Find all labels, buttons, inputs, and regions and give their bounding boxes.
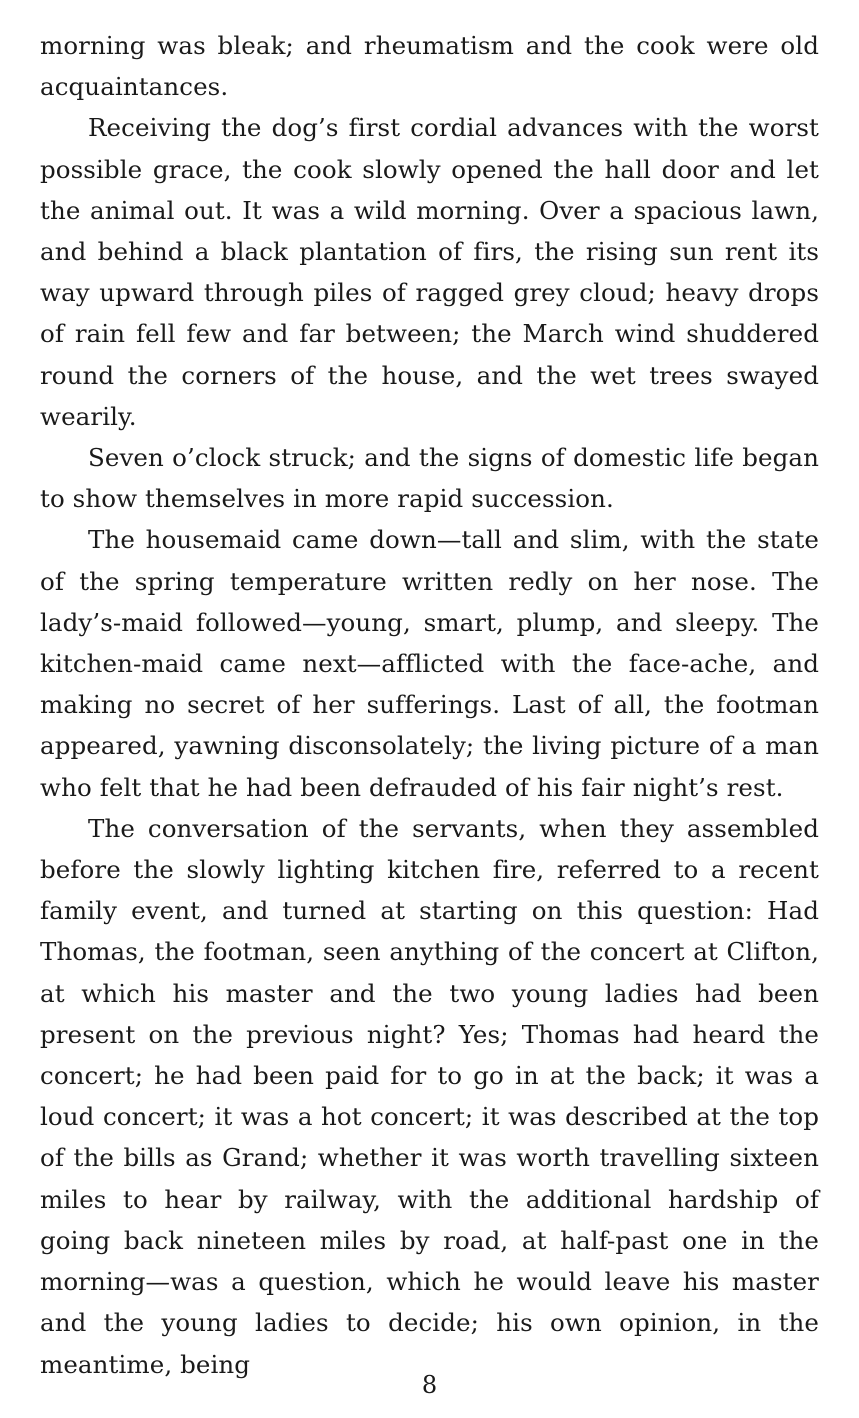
page-body (40, 25, 819, 1385)
paragraph: The conversation of the servants, when they assembled before the slowly lighting kitchen fire, referred to a recent family event, and turned at starting on this question: Had Thomas, the footman, seen anything of the concert at Clifton, at which his master and the two young ladies had been present on the previous night? Yes; Thomas had heard the concert; he had been paid for to go in at the back; it was a loud concert; it was a hot concert; it was described at the top of the bills as Grand; whether it was worth travelling sixteen miles to hear by railway, with the additional hardship of going back nineteen miles by road, at half-past one in the morning—was a question, which he would leave his master and the young ladies to decide; his own opinion, in the meantime, being (40, 813, 819, 1379)
paragraph: The housemaid came down—tall and slim, with the state of the spring temperature written redly on her nose. The lady’s-maid followed—young, smart, plump, and sleepy. The kitchen-maid came next—afflicted with the face-ache, and making no secret of her sufferings. Last of all, the footman appeared, yawning disconsolately; the living picture of a man who felt that he had been defrauded of his fair night’s rest. (40, 525, 819, 802)
page-number: 8 (421, 1371, 438, 1399)
paragraph: Receiving the dog’s first cordial advances with the worst possible grace, the cook slowly opened the hall door and let the animal out. It was a wild morning. Over a spacious lawn, and behind a black plantation of firs, the rising sun rent its way upward through piles of ragged grey cloud; heavy drops of rain fell few and far between; the March wind shuddered round the corners of the house, and the wet trees swayed wearily. (40, 113, 819, 431)
paragraph: Seven o’clock struck; and the signs of domestic life began to show themselves in more rapid succession. (40, 443, 819, 514)
paragraph-continuation: morning was bleak; and rheumatism and the cook were old acquaintances. (40, 31, 819, 102)
